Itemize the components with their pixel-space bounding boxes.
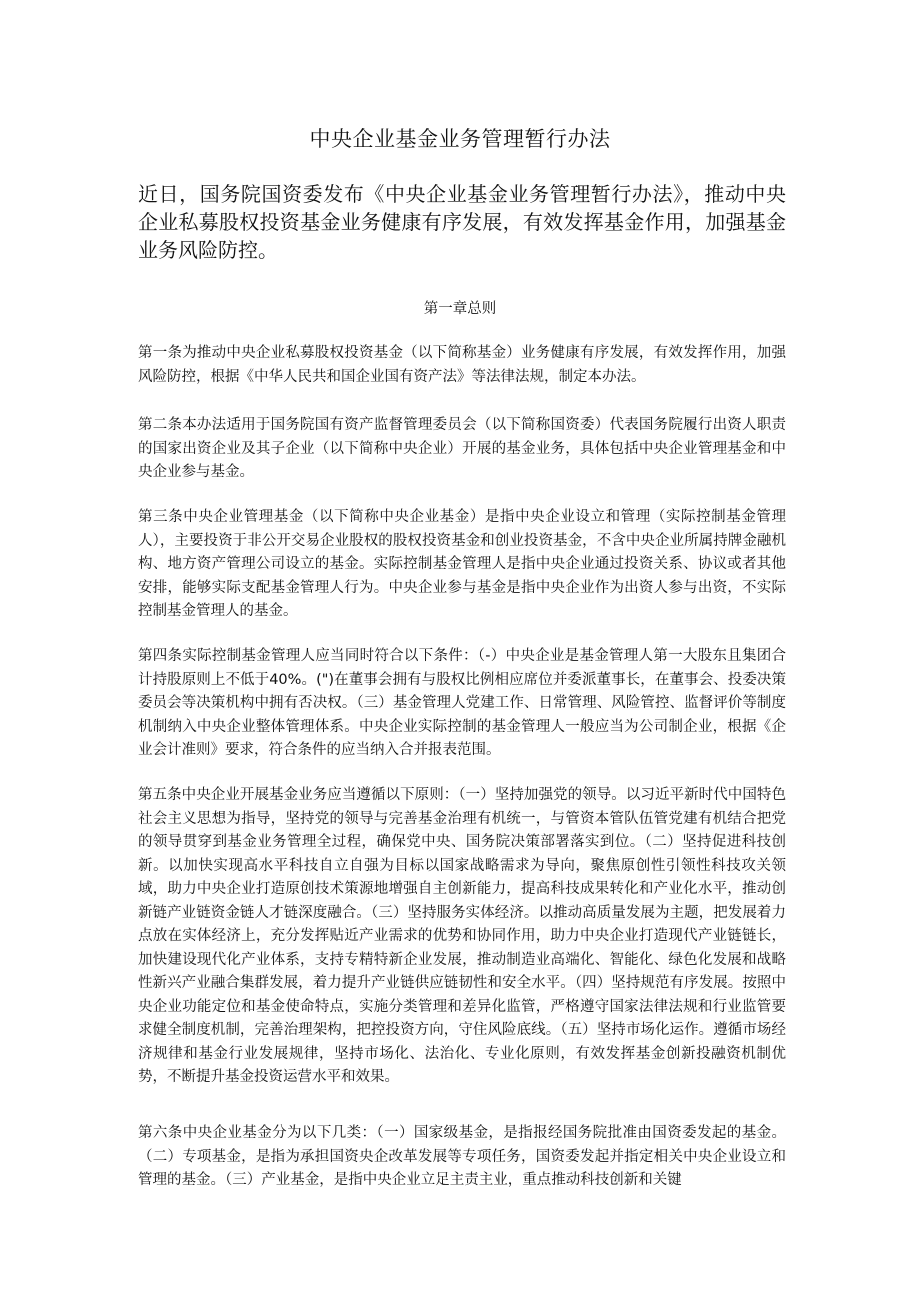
article-3: 第三条中央企业管理基金（以下简称中央企业基金）是指中央企业设立和管理（实际控制基金管理人），主要投资于非公开交易企业股权的股权投资基金和创业投资基金，不含中央企业所属持牌金融机构、地方资产管理公司设立的基金。实际控制基金管理人是指中央企业通过投资关系、协议或者其他安排，能够实际支配基金管理人行为。中央企业参与基金是指中央企业作为出资人参与出资，不实际控制基金管理人的基金。 bbox=[138, 509, 786, 619]
article-5: 第五条中央企业开展基金业务应当遵循以下原则：（一）坚持加强党的领导。以习近平新时代中国特色社会主义思想为指导，坚持党的领导与完善基金治理有机统一，与管资本管队伍管党建有机结合把党的领导贯穿到基金业务管理全过程，确保党中央、国务院决策部署落实到位。（二）坚持促进科技创新。以加快实现高水平科技自立自强为目标以国家战略需求为导向，聚焦原创性引领性科技攻关领域，助力中央企业打造原创技术策源地增强自主创新能力，提高科技成果转化和产业化水平，推动创新链产业链资金链人才链深度融合。（三）坚持服务实体经济。以推动高质量发展为主题，把发展着力点放在实体经济上，充分发挥贴近产业需求的优势和协同作用，助力中央企业打造现代产业链链长，加快建设现代化产业体系，支持专精特新企业发展，推动制造业高端化、智能化、绿色化发展和战略性新兴产业融合集群发展，着力提升产业链供应链韧性和安全水平。（四）坚持规范有序发展。按照中央企业功能定位和基金使命特点，实施分类管理和差异化监管，严格遵守国家法律法规和行业监管要求健全制度机制，完善治理架构，把控投资方向，守住风险底线。（五）坚持市场化运作。遵循市场经济规律和基金行业发展规律，坚持市场化、法治化、专业化原则，有效发挥基金创新投融资机制优势，不断提升基金投资运营水平和效果。 bbox=[138, 787, 786, 1085]
article-4: 第四条实际控制基金管理人应当同时符合以下条件：（-）中央企业是基金管理人第一大股东且集团合计持股原则上不低于40%。(")在董事会拥有与股权比例相应席位并委派董事长，在董事会、投委决策委员会等决策机构中拥有否决权。（三）基金管理人党建工作、日常管理、风险管控、监督评价等制度机制纳入中央企业整体管理体系。中央企业实际控制的基金管理人一般应当为公司制企业，根据《企业会计准则》要求，符合条件的应当纳入合并报表范围。 bbox=[138, 648, 786, 758]
chapter-heading: 第一章总则 bbox=[423, 301, 497, 317]
document-title: 中央企业基金业务管理暂行办法 bbox=[309, 127, 611, 151]
article-6: 第六条中央企业基金分为以下几类：（一）国家级基金，是指报经国务院批准由国资委发起的基金。（二）专项基金，是指为承担国资央企改革发展等专项任务，国资委发起并指定相关中央企业设立和管理的基金。（三）产业基金，是指中央企业立足主责主业，重点推动科技创新和关键 bbox=[138, 1125, 786, 1188]
intro-paragraph: 近日，国务院国资委发布《中央企业基金业务管理暂行办法》，推动中央企业私募股权投资基金业务健康有序发展，有效发挥基金作用，加强基金业务风险防控。 bbox=[138, 182, 786, 262]
article-1: 第一条为推动中央企业私募股权投资基金（以下简称基金）业务健康有序发展，有效发挥作用，加强风险防控，根据《中华人民共和国企业国有资产法》等法律法规，制定本办法。 bbox=[138, 345, 786, 385]
article-2: 第二条本办法适用于国务院国有资产监督管理委员会（以下简称国资委）代表国务院履行出资人职责的国家出资企业及其子企业（以下简称中央企业）开展的基金业务，具体包括中央企业管理基金和中央企业参与基金。 bbox=[138, 417, 786, 480]
